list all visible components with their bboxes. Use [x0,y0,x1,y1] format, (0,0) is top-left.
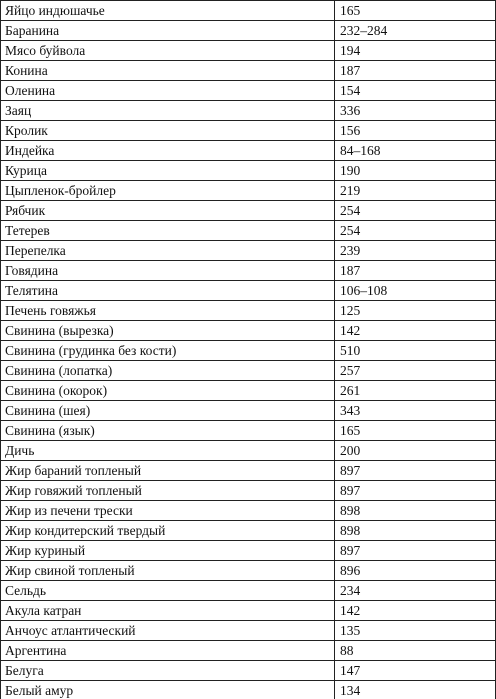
value-cell: 897 [335,541,496,561]
product-name-cell: Телятина [1,281,335,301]
product-name-cell: Акула катран [1,601,335,621]
table-row [1,341,496,361]
value-cell: 336 [335,101,496,121]
value-cell: 142 [335,601,496,621]
product-name-cell: Свинина (вырезка) [1,321,335,341]
table-row [1,1,496,21]
table-row [1,201,496,221]
product-name-cell: Курица [1,161,335,181]
table-row [1,461,496,481]
product-name-cell: Печень говяжья [1,301,335,321]
table-row [1,161,496,181]
table-row [1,681,496,699]
value-cell: 135 [335,621,496,641]
value-cell: 896 [335,561,496,581]
table-row [1,261,496,281]
product-name-cell: Сельдь [1,581,335,601]
product-name-cell: Заяц [1,101,335,121]
product-name-cell: Цыпленок-бройлер [1,181,335,201]
product-name-cell: Аргентина [1,641,335,661]
table-row [1,41,496,61]
product-name-cell: Жир из печени трески [1,501,335,521]
table-row [1,121,496,141]
value-cell: 219 [335,181,496,201]
value-cell: 194 [335,41,496,61]
value-cell: 125 [335,301,496,321]
table-row [1,641,496,661]
table-row [1,241,496,261]
value-cell: 142 [335,321,496,341]
product-name-cell: Белый амур [1,681,335,699]
value-cell: 510 [335,341,496,361]
value-cell: 343 [335,401,496,421]
value-cell: 165 [335,421,496,441]
value-cell: 257 [335,361,496,381]
table-row [1,401,496,421]
table-row [1,541,496,561]
table-row [1,221,496,241]
table-row [1,321,496,341]
product-name-cell: Жир бараний топленый [1,461,335,481]
value-cell: 200 [335,441,496,461]
value-cell: 897 [335,461,496,481]
table-body [1,1,496,699]
product-name-cell: Говядина [1,261,335,281]
product-name-cell: Рябчик [1,201,335,221]
table-row [1,181,496,201]
table-row [1,141,496,161]
value-cell: 147 [335,661,496,681]
table-row [1,381,496,401]
product-name-cell: Кролик [1,121,335,141]
value-cell: 84–168 [335,141,496,161]
product-name-cell: Свинина (окорок) [1,381,335,401]
product-name-cell: Свинина (шея) [1,401,335,421]
value-cell: 254 [335,221,496,241]
product-name-cell: Баранина [1,21,335,41]
product-name-cell: Дичь [1,441,335,461]
table-row [1,661,496,681]
table-row [1,581,496,601]
value-cell: 88 [335,641,496,661]
product-name-cell: Мясо буйвола [1,41,335,61]
value-cell: 254 [335,201,496,221]
product-name-cell: Белуга [1,661,335,681]
table-row [1,621,496,641]
value-cell: 106–108 [335,281,496,301]
value-cell: 232–284 [335,21,496,41]
value-cell: 134 [335,681,496,699]
value-cell: 261 [335,381,496,401]
table-row [1,101,496,121]
value-cell: 234 [335,581,496,601]
table-row [1,301,496,321]
table-row [1,501,496,521]
product-name-cell: Яйцо индюшачье [1,1,335,21]
value-cell: 239 [335,241,496,261]
product-name-cell: Жир куриный [1,541,335,561]
value-cell: 897 [335,481,496,501]
value-cell: 898 [335,501,496,521]
product-name-cell: Жир кондитерский твердый [1,521,335,541]
product-name-cell: Свинина (лопатка) [1,361,335,381]
value-cell: 156 [335,121,496,141]
table-row [1,481,496,501]
value-cell: 898 [335,521,496,541]
product-name-cell: Жир говяжий топленый [1,481,335,501]
table-row [1,421,496,441]
product-name-cell: Конина [1,61,335,81]
table-row [1,561,496,581]
value-cell: 187 [335,261,496,281]
product-name-cell: Индейка [1,141,335,161]
table-row [1,281,496,301]
value-cell: 187 [335,61,496,81]
product-name-cell: Анчоус атлантический [1,621,335,641]
value-cell: 165 [335,1,496,21]
table-row [1,441,496,461]
value-cell: 190 [335,161,496,181]
table-row [1,21,496,41]
table-row [1,61,496,81]
product-name-cell: Тетерев [1,221,335,241]
product-name-cell: Оленина [1,81,335,101]
product-name-cell: Перепелка [1,241,335,261]
table-row [1,361,496,381]
table-row [1,521,496,541]
value-cell: 154 [335,81,496,101]
table-row [1,601,496,621]
product-name-cell: Жир свиной топленый [1,561,335,581]
product-name-cell: Свинина (язык) [1,421,335,441]
table-row [1,81,496,101]
product-name-cell: Свинина (грудинка без кости) [1,341,335,361]
